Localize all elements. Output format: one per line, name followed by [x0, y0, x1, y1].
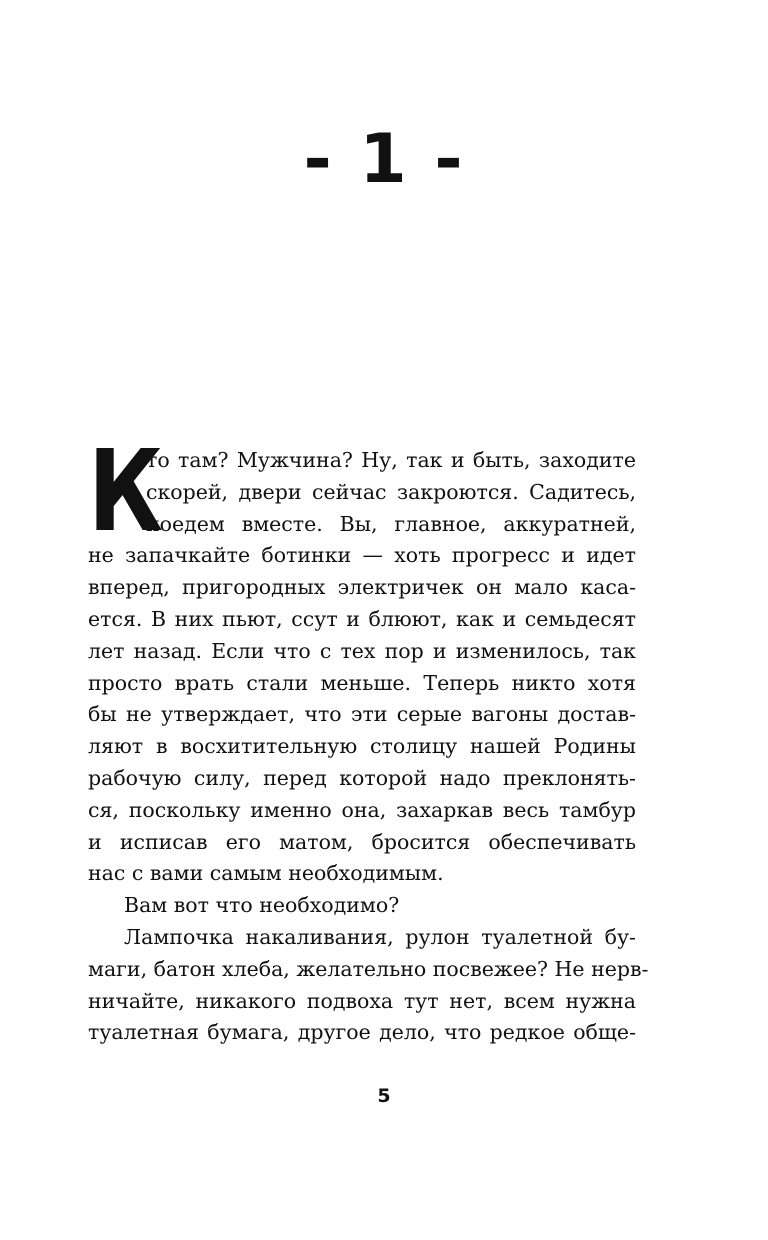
text-line: бы не утверждает, что эти серые вагоны достав- [88, 702, 636, 727]
text-line: рабочую силу, перед которой надо преклонять- [88, 765, 636, 790]
text-line: просто врать стали меньше. Теперь никто хотя [88, 670, 636, 695]
text-line: не запачкайте ботинки — хоть прогресс и идет [88, 543, 636, 568]
text-line: то там? Мужчина? Ну, так и быть, заходите [146, 448, 636, 472]
text-line: скорей, двери сейчас закроются. Садитесь, [146, 479, 636, 504]
text-line: ляют в восхитительную столицу нашей Родины [88, 734, 636, 759]
text-line: маги, батон хлеба, желательно посвежее? Не нерв- [88, 956, 649, 981]
body-text [88, 427, 649, 1049]
text-line: ся, поскольку именно она, захаркав весь тамбур [88, 797, 636, 822]
text-line: ничайте, никакого подвоха тут нет, всем нужна [88, 988, 636, 1013]
text-line: нас с вами самым необходимым. [88, 861, 444, 886]
text-line: поедем вместе. Вы, главное, аккуратней, [146, 511, 636, 536]
text-line: туалетная бумага, другое дело, что редкое обще- [88, 1020, 636, 1045]
text-line: лет назад. Если что с тех пор и изменилось, так [88, 638, 636, 663]
text-line: Вам вот что необходимо? [124, 893, 400, 918]
text-line: и исписав его матом, бросится обеспечивать [88, 829, 636, 854]
text-line: ется. В них пьют, ссут и блюют, как и семьдесят [88, 606, 636, 631]
text-line: вперед, пригородных электричек он мало каса- [88, 575, 636, 600]
page-number: 5 [377, 1085, 391, 1107]
drop-cap: К [88, 427, 164, 557]
text-line: Лампочка накаливания, рулон туалетной бу- [124, 924, 636, 949]
chapter-number: - 1 - [303, 120, 465, 199]
